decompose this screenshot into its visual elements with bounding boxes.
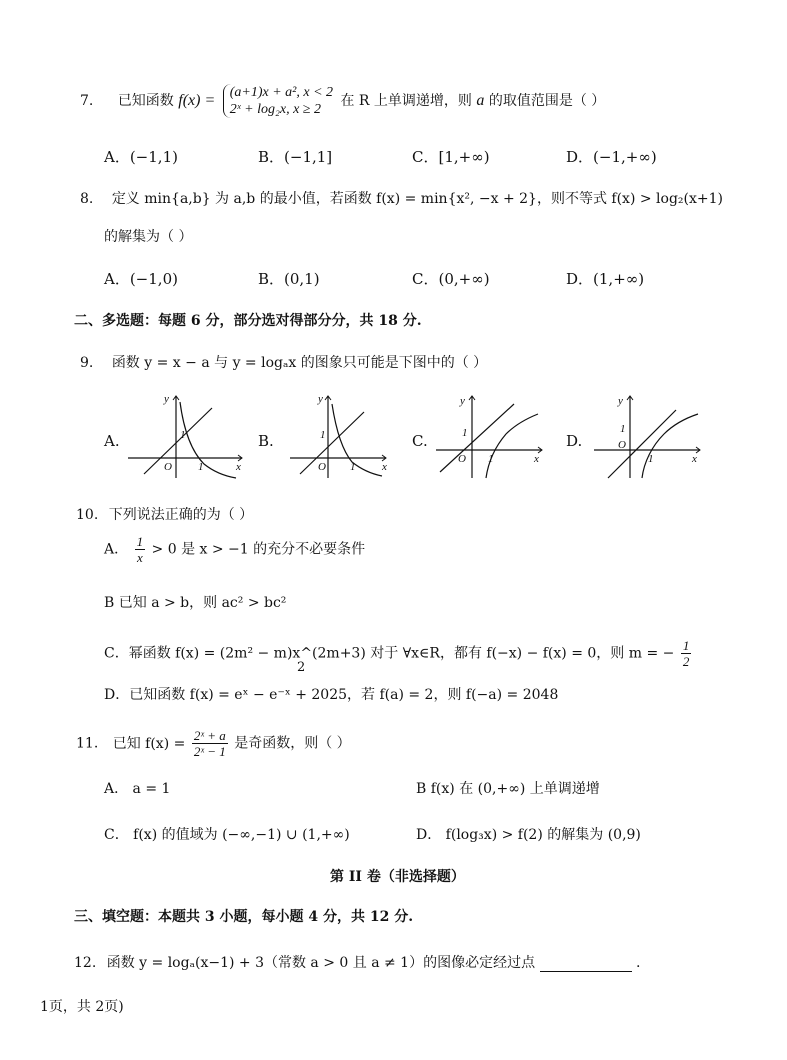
- q11-number: 11.: [76, 735, 99, 752]
- q9-d-x-axis-label: x: [692, 453, 697, 465]
- q10-text: 下列说法正确的为（ ）: [108, 507, 254, 523]
- q7-case2: 2ˣ + log₂x, x ≥ 2: [229, 102, 321, 117]
- q7-case1: (a+1)x + a², x < 2: [229, 85, 334, 100]
- q10-a-numerator: 1: [136, 534, 144, 549]
- q10-a-text: > 0 是 x > −1 的充分不必要条件: [151, 541, 366, 558]
- q8-text: 定义 min{a,b} 为 a,b 的最小值，若函数 f(x) = min{x², −x + 2}，则不等式 f(x) > log₂(x+1): [111, 191, 723, 207]
- q11-fraction: [192, 728, 228, 759]
- q9-d-origin-label: O: [618, 439, 626, 451]
- q12-number: 12.: [74, 955, 97, 971]
- q9-b-origin-label: O: [318, 461, 326, 473]
- q9-a-x-one-label: 1: [198, 461, 204, 473]
- q8-number: 8.: [80, 191, 94, 207]
- q7-option-b: B．(−1,1]: [258, 148, 333, 166]
- q9-c-y-one-label: 1: [462, 427, 468, 439]
- q9-graph-c: [434, 392, 548, 480]
- q7-fx: f(x) =: [178, 92, 216, 109]
- q7-post2: 的取值范围是（ ）: [488, 93, 606, 109]
- q7-post: 在 R 上单调递增，则: [340, 93, 472, 109]
- q10-a-denominator: x: [136, 550, 143, 565]
- q10-c-fraction: [681, 638, 692, 669]
- q7-var: a: [476, 92, 485, 109]
- q7-option-a: A．(−1,1): [104, 148, 178, 166]
- q10-option-d: D．已知函数 f(x) = eˣ − e⁻ˣ + 2025，若 f(a) = 2，则 f(−a) = 2048: [104, 687, 559, 703]
- q10-c-stray-mark: 2: [297, 660, 306, 675]
- q12-end: .: [636, 955, 641, 971]
- q11-numerator: 2ˣ + a: [193, 728, 226, 743]
- part2-title: 第 II 卷（非选择题）: [330, 869, 465, 885]
- q7-pre: 已知函数: [117, 93, 174, 109]
- q10-option-c: [104, 638, 693, 669]
- q10-a-prefix: A．: [104, 541, 129, 558]
- q7-piecewise: [223, 84, 333, 118]
- q11-option-d: D． f(log₃x) > f(2) 的解集为 (0,9): [416, 827, 641, 843]
- q9-graph-a: [126, 392, 250, 480]
- q9-graph-b: [288, 392, 392, 480]
- q9-c-y-axis-label: y: [460, 395, 465, 407]
- q11-option-c: C． f(x) 的值域为 (−∞,−1) ∪ (1,+∞): [104, 827, 350, 843]
- q9-d-y-axis-label: y: [618, 395, 623, 407]
- q10-c-numerator: 1: [682, 638, 690, 653]
- q9-b-y-one-label: 1: [320, 429, 326, 441]
- q11-option-a: A． a = 1: [104, 781, 171, 797]
- q9-b-y-axis-label: y: [318, 393, 323, 405]
- q8-option-c: C．(0,+∞): [412, 270, 490, 288]
- q10-option-a: [104, 534, 365, 565]
- q9-number: 9.: [80, 355, 94, 371]
- q9-text: 函数 y = x − a 与 y = logₐx 的图象只可能是下图中的（ ）: [111, 355, 488, 371]
- q9-label-d: D.: [566, 432, 583, 450]
- section2-heading: 二、多选题：每题 6 分，部分选对得部分分，共 18 分.: [74, 313, 422, 329]
- page-footer: 1页，共 2页): [40, 999, 124, 1015]
- q9-a-x-axis-label: x: [236, 461, 241, 473]
- q10-c-denominator: 2: [682, 654, 690, 669]
- q10-line: [76, 504, 253, 524]
- q7-line: [80, 84, 605, 118]
- q7-option-c: C．[1,+∞): [412, 148, 490, 166]
- q9-d-x-one-label: 1: [648, 453, 654, 465]
- q9-line: [80, 352, 487, 372]
- q9-label-b: B.: [258, 432, 274, 450]
- q11-option-b: B f(x) 在 (0,+∞) 上单调递增: [416, 781, 600, 797]
- q9-a-y-one-label: 1: [180, 429, 186, 441]
- q9-label-c: C.: [412, 432, 428, 450]
- q9-c-x-axis-label: x: [534, 453, 539, 465]
- q9-c-x-one-label: 1: [488, 453, 494, 465]
- q12-answer-blank: [540, 957, 632, 972]
- q10-option-b: B 已知 a > b，则 ac² > bc²: [104, 595, 287, 611]
- q10-a-fraction: [135, 534, 146, 565]
- q11-denominator: 2ˣ − 1: [193, 744, 226, 759]
- q11-post: 是奇函数，则（ ）: [234, 735, 351, 752]
- q11-pre: 已知 f(x) =: [112, 735, 186, 752]
- q8-line2: 的解集为（ ）: [104, 229, 193, 245]
- q10-number: 10.: [76, 507, 99, 523]
- q8-option-a: A．(−1,0): [104, 270, 178, 288]
- q9-b-x-axis-label: x: [382, 461, 387, 473]
- q9-graph-d: [590, 392, 706, 480]
- q8-option-d: D．(1,+∞): [566, 270, 645, 288]
- q10-c-text: C．幂函数 f(x) = (2m² − m)x^(2m+3) 对于 ∀x∈R，都有 f(−x) − f(x) = 0，则 m = −: [104, 645, 675, 662]
- q11-line: [76, 728, 351, 759]
- q9-a-y-axis-label: y: [164, 393, 169, 405]
- q7-number: 7.: [80, 93, 94, 109]
- section3-heading: 三、填空题：本题共 3 小题，每小题 4 分，共 12 分.: [74, 909, 414, 925]
- q9-label-a: A.: [104, 432, 120, 450]
- q9-c-origin-label: O: [458, 453, 466, 465]
- q9-b-x-one-label: 1: [350, 461, 356, 473]
- q12-text: 函数 y = logₐ(x−1) + 3（常数 a > 0 且 a ≠ 1）的图像必定经过点: [106, 955, 536, 971]
- q12-line: [74, 952, 640, 972]
- q8-option-b: B．(0,1): [258, 270, 320, 288]
- q8-line: [80, 188, 723, 208]
- q7-option-d: D．(−1,+∞): [566, 148, 657, 166]
- q9-a-origin-label: O: [164, 461, 172, 473]
- q9-d-y-one-label: 1: [620, 423, 626, 435]
